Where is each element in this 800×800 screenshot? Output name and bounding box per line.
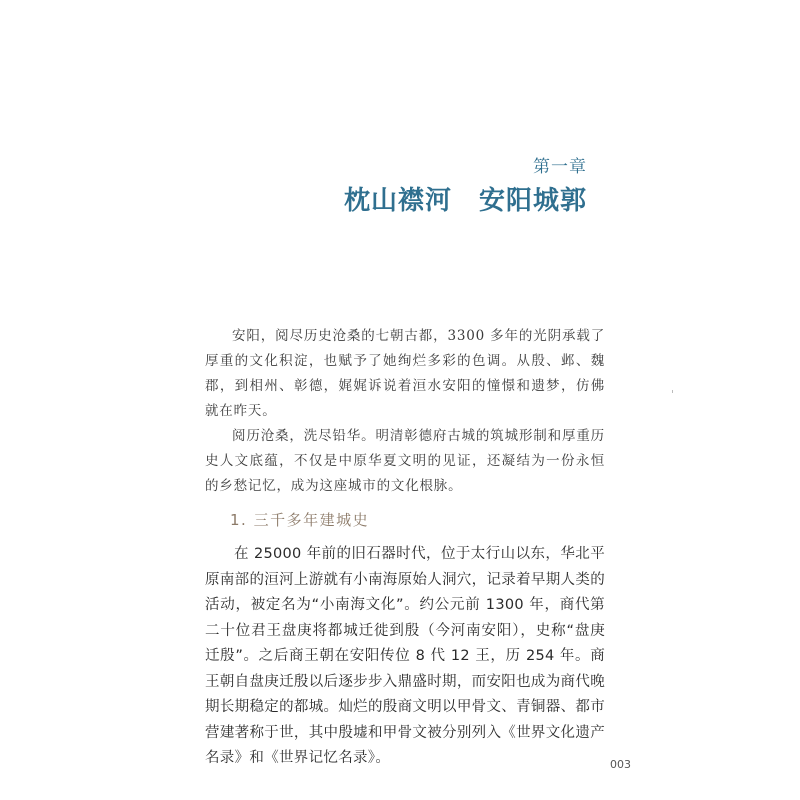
intro-paragraph: 安阳，阅尽历史沧桑的七朝古都，3300 多年的光阴承载了厚重的文化积淀，也赋予了她绚烂多彩的色调。从殷、邺、魏郡，到相州、彰德，娓娓诉说着洹水安阳的憧憬和遗梦，仿佛就在昨天。 xyxy=(205,328,605,419)
chapter-title: 枕山襟河 安阳城郭 xyxy=(343,186,587,216)
body-paragraph: 在 25000 年前的旧石器时代，位于太行山以东，华北平原南部的洹河上游就有小南海原始人洞穴，记录着早期人类的活动，被定名为“小南海文化”。约公元前 1300 年，商代第二十位君王盘庚将都城迁徙到殷（今河南安阳），史称“盘庚迁殷”。之后商王朝在安阳传位 8 代 12 王，历 254 年。商王朝自盘庚迁殷以后逐步步入鼎盛时期，而安阳也成为商代晚期长期稳定的都城。灿烂的殷商文明以甲骨文、青铜器、都市营建著称于世，其中殷墟和甲骨文被分别列入《世界文化遗产名录》和《世界记忆名录》。 xyxy=(205,546,605,766)
section-heading: 1. 三千多年建城史 xyxy=(230,511,370,529)
section-body xyxy=(205,542,605,772)
intro-block xyxy=(205,324,605,499)
scan-artifact xyxy=(672,390,673,393)
intro-paragraph: 阅历沧桑，洗尽铅华。明清彰德府古城的筑城形制和厚重历史人文底蕴，不仅是中原华夏文明的见证，还凝结为一份永恒的乡愁记忆，成为这座城市的文化根脉。 xyxy=(205,428,605,494)
page-number: 003 xyxy=(610,758,631,771)
chapter-label: 第一章 xyxy=(533,157,587,177)
